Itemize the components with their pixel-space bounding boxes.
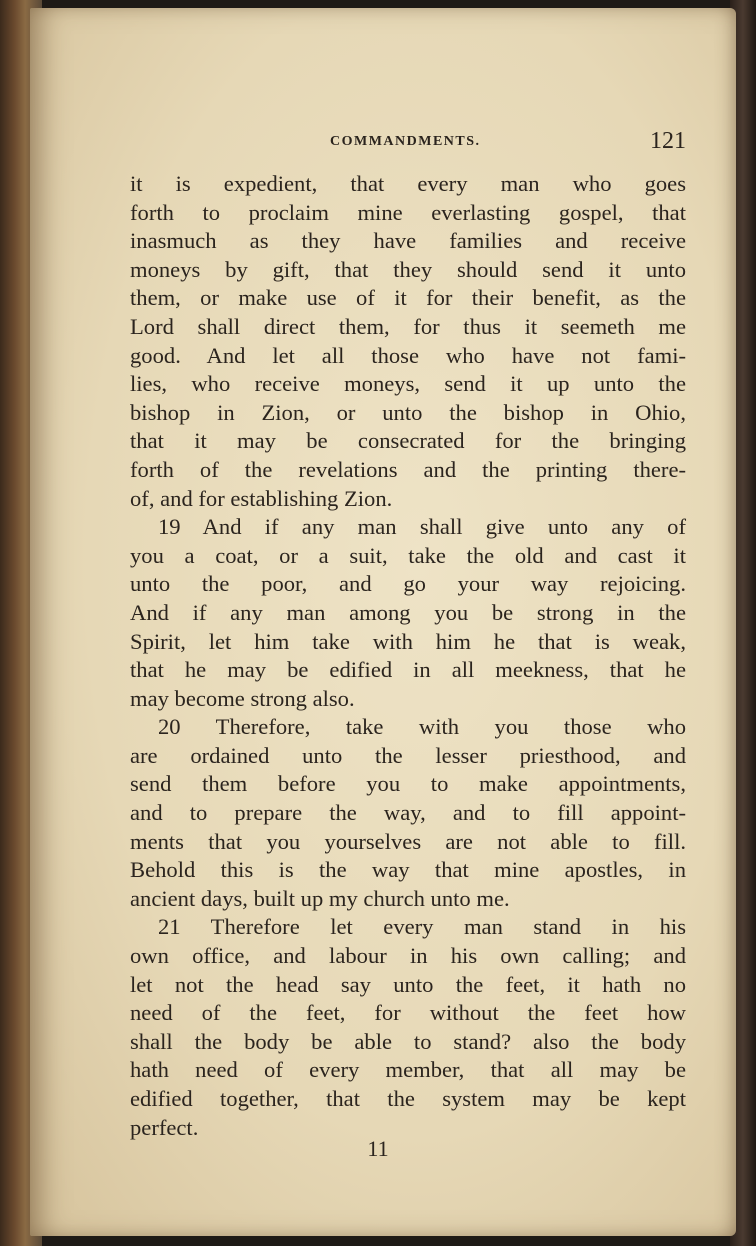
- page-number: 121: [650, 128, 686, 154]
- text-line: moneys by gift, that they should send it unto: [130, 256, 686, 282]
- text-line: forth to proclaim mine everlasting gospel, that: [130, 199, 686, 225]
- text-line: need of the feet, for without the feet how: [130, 1000, 686, 1026]
- text-line: are ordained unto the lesser priesthood, and: [130, 742, 686, 768]
- verse-21-start: 21 Therefore let every man stand in his: [158, 914, 686, 940]
- paragraph-end-line: ancient days, built up my church unto me.: [130, 885, 510, 911]
- text-line: hath need of every member, that all may be: [130, 1057, 686, 1083]
- paragraph-end-line: perfect.: [130, 1114, 199, 1140]
- text-line: them, or make use of it for their benefit, as the: [130, 285, 686, 311]
- text-line: it is expedient, that every man who goes: [130, 171, 686, 196]
- signature-mark: 11: [367, 1136, 389, 1161]
- verse-19-start: 19 And if any man shall give unto any of: [158, 514, 686, 540]
- text-line: Lord shall direct them, for thus it seemeth me: [130, 313, 686, 339]
- text-line: Behold this is the way that mine apostles, in: [130, 857, 686, 883]
- paragraph-end-line: of, and for establishing Zion.: [130, 485, 393, 511]
- text-line: bishop in Zion, or unto the bishop in Ohio,: [130, 399, 686, 425]
- text-line: Spirit, let him take with him he that is weak,: [130, 628, 686, 654]
- page-header: [130, 128, 686, 162]
- verse-20-start: 20 Therefore, take with you those who: [158, 714, 686, 740]
- text-line: you a coat, or a suit, take the old and cast it: [130, 542, 686, 568]
- text-line: send them before you to make appointments,: [130, 771, 686, 797]
- text-line: let not the head say unto the feet, it hath no: [130, 971, 686, 997]
- text-line: lies, who receive moneys, send it up unto the: [130, 371, 686, 397]
- text-line: edified together, that the system may be kept: [130, 1086, 686, 1111]
- text-line: And if any man among you be strong in the: [130, 599, 686, 625]
- text-line: that it may be consecrated for the bringing: [130, 428, 686, 454]
- paragraph-end-line: may become strong also.: [130, 685, 355, 711]
- text-line: shall the body be able to stand? also the body: [130, 1028, 686, 1054]
- text-line: own office, and labour in his own calling; and: [130, 943, 686, 969]
- text-line: inasmuch as they have families and receive: [130, 228, 686, 254]
- text-line: forth of the revelations and the printing there-: [130, 456, 686, 482]
- text-line: that he may be edified in all meekness, that he: [130, 657, 686, 683]
- text-line: and to prepare the way, and to fill appoint-: [130, 800, 686, 826]
- running-head: COMMANDMENTS.: [330, 134, 481, 149]
- text-line: ments that you yourselves are not able to fill.: [130, 828, 686, 854]
- text-line: good. And let all those who have not fami-: [130, 342, 686, 368]
- text-line: unto the poor, and go your way rejoicing.: [130, 571, 686, 597]
- body-text: [130, 170, 686, 1142]
